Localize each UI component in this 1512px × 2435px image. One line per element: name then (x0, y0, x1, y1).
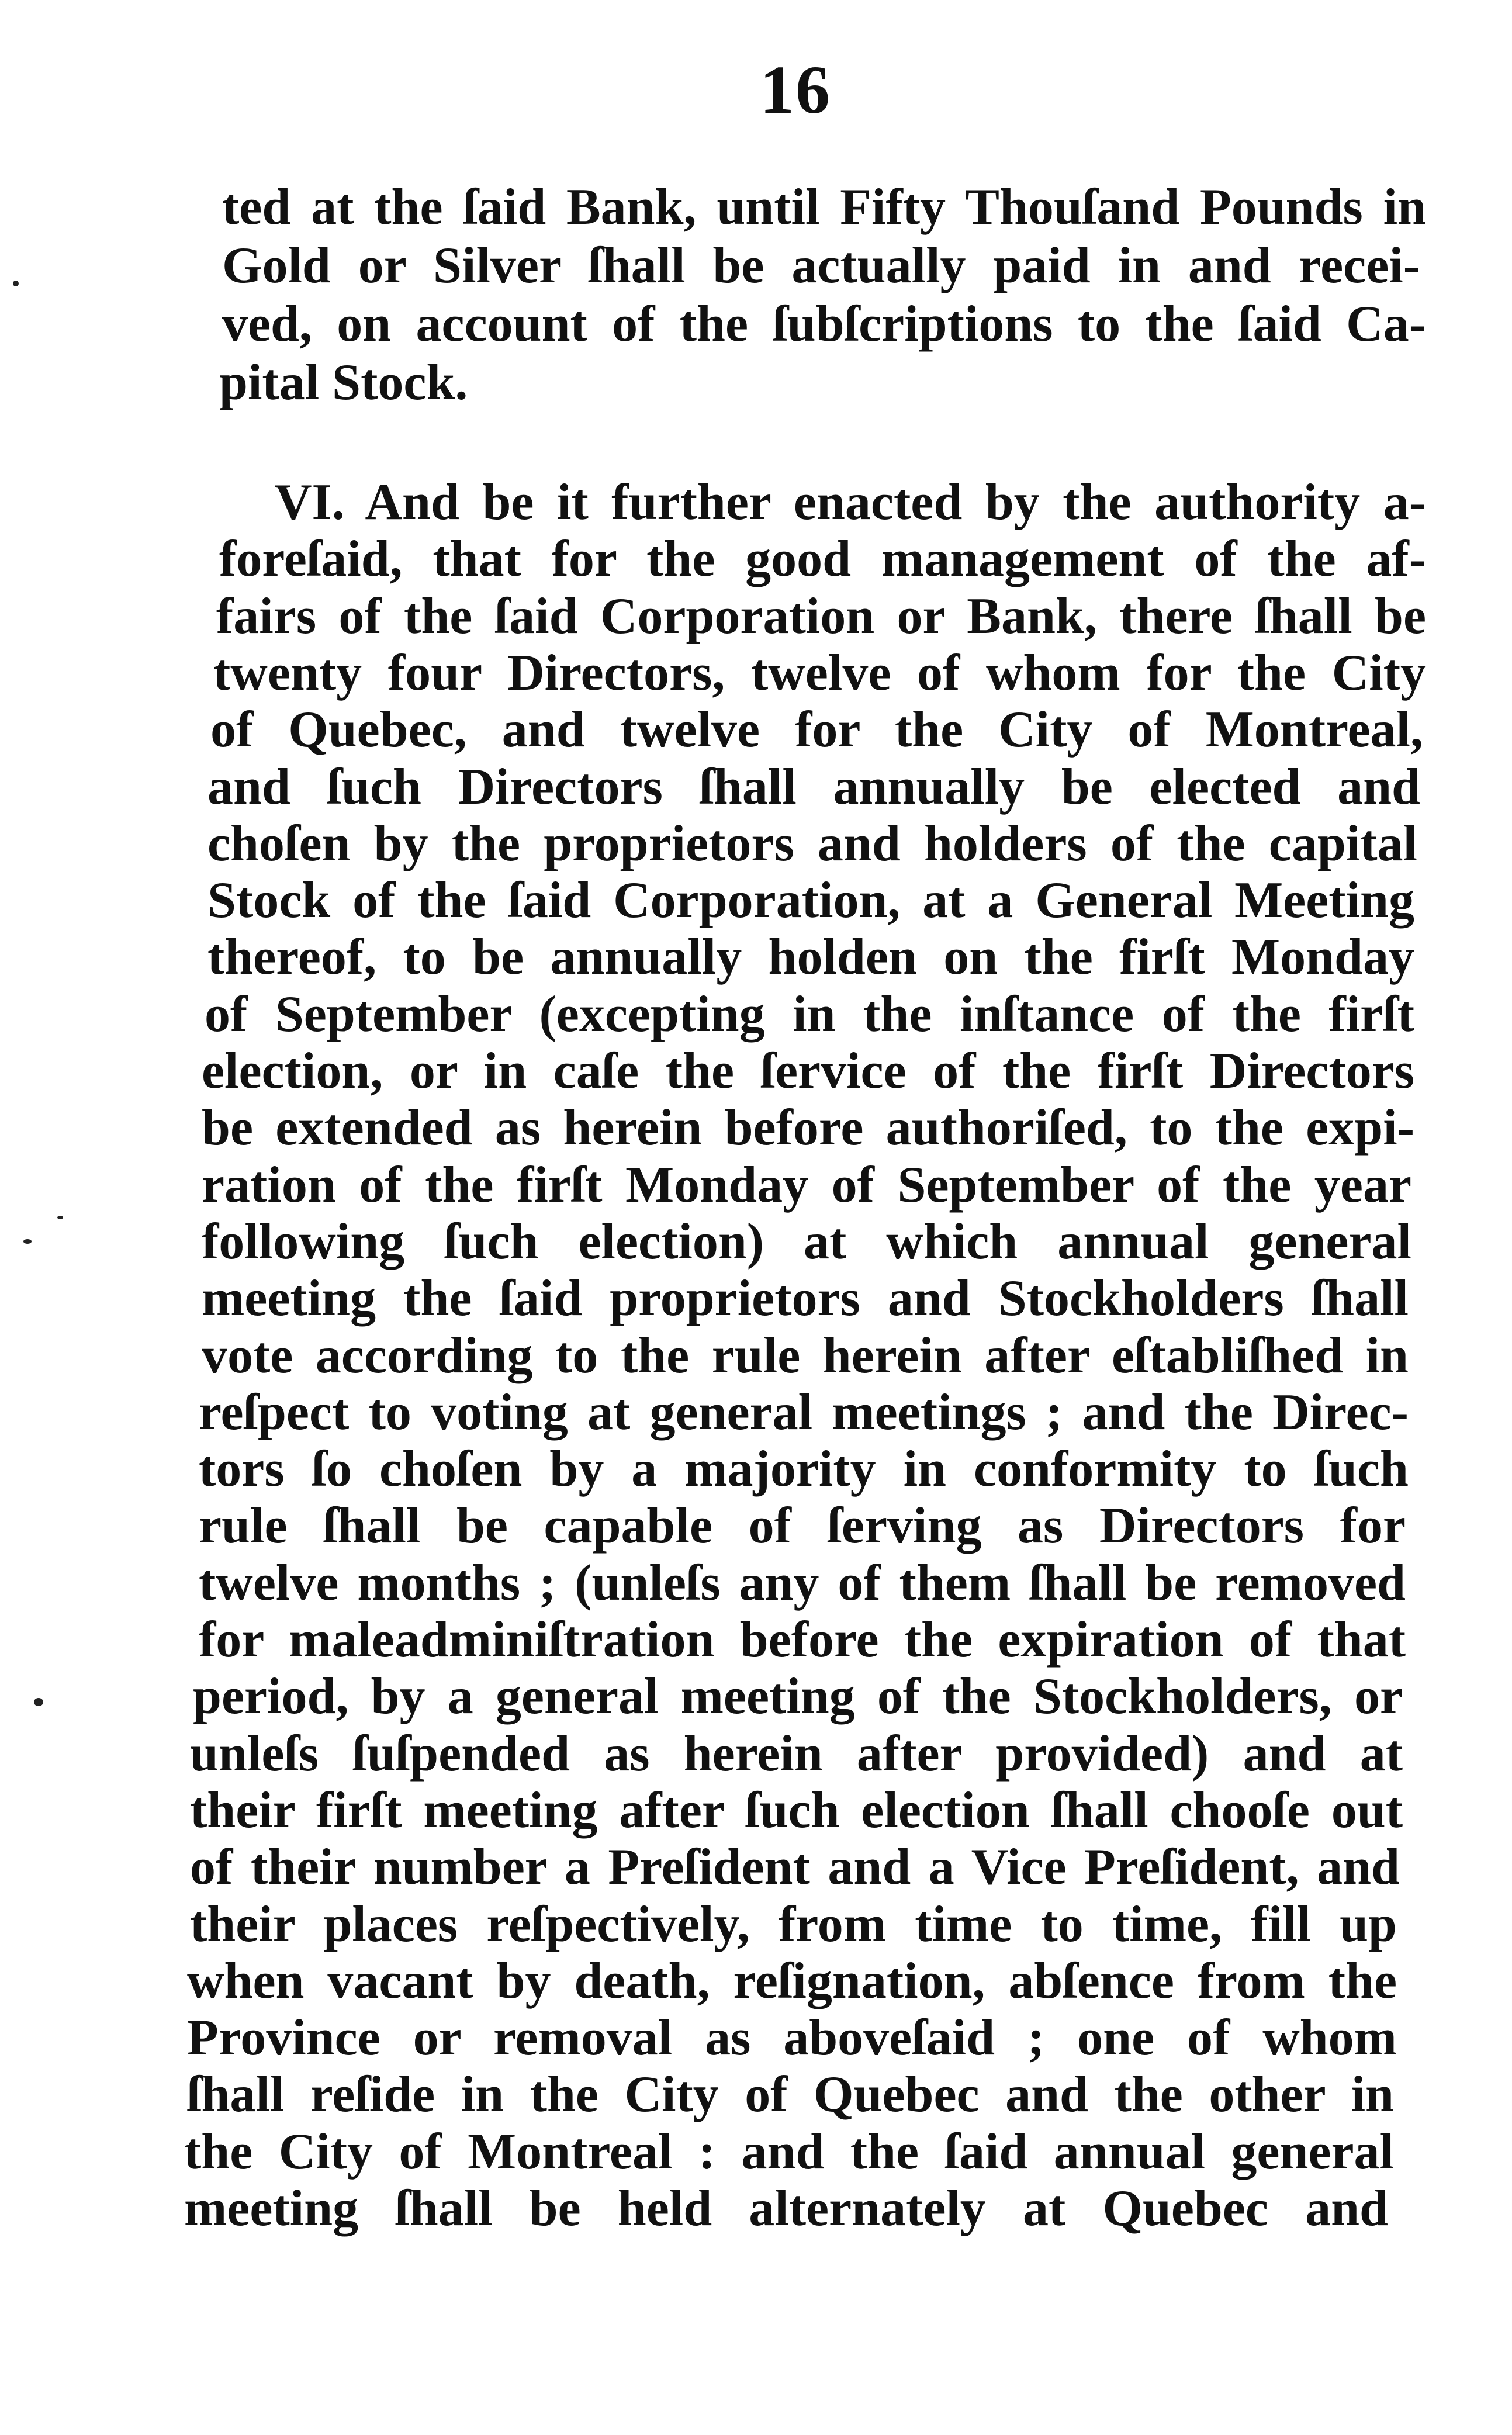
text-line: their firſt meeting after ſuch election ſhall chooſe out (190, 1782, 1403, 1839)
text-line: the City of Montreal : and the ſaid annual general (184, 2123, 1394, 2180)
text-line: be extended as herein before authoriſed, to the expi- (202, 1099, 1414, 1156)
text-line: ration of the firſt Monday of September of the year (202, 1157, 1411, 1213)
text-line: twelve months ; (unleſs any of them ſhall be removed (199, 1555, 1406, 1611)
text-line: meeting the ſaid proprietors and Stockholders ſhall (202, 1270, 1409, 1327)
text-line: Gold or Silver ſhall be actually paid in and recei- (222, 237, 1420, 294)
scan-speck (57, 1216, 63, 1219)
text-line: Stock of the ſaid Corporation, at a General Meeting (207, 872, 1414, 929)
text-line: VI. And be it further enacted by the authority a- (275, 474, 1426, 531)
text-line: and ſuch Directors ſhall annually be elected and (207, 759, 1420, 815)
text-line: ved, on account of the ſubſcriptions to the ſaid Ca- (222, 296, 1426, 352)
text-line: Province or removal as aboveſaid ; one of whom (187, 2009, 1397, 2066)
text-line: for maleadminiſtration before the expiration of that (199, 1611, 1406, 1668)
text-line: tors ſo choſen by a majority in conformity to ſuch (199, 1441, 1409, 1497)
text-line: of Quebec, and twelve for the City of Montreal, (210, 701, 1423, 758)
text-line: ſhall reſide in the City of Quebec and the other in (187, 2066, 1394, 2123)
scan-speck (34, 1698, 43, 1706)
text-line: of their number a Preſident and a Vice Preſident, and (190, 1839, 1400, 1896)
scan-speck (13, 281, 19, 286)
text-line: meeting ſhall be held alternately at Quebec and (184, 2180, 1388, 2237)
text-line: reſpect to voting at general meetings ; and the Direc- (199, 1384, 1409, 1441)
text-line: pital Stock. (219, 354, 468, 411)
text-line: following ſuch election) at which annual general (202, 1213, 1411, 1270)
text-line: foreſaid, that for the good management of the af- (219, 531, 1426, 587)
text-line: of September (excepting in the inſtance of the firſt (205, 986, 1414, 1043)
text-line: period, by a general meeting of the Stockholders, or (193, 1668, 1403, 1725)
text-line: when vacant by death, reſignation, abſence from the (187, 1953, 1397, 2009)
text-line: rule ſhall be capable of ſerving as Directors for (199, 1497, 1406, 1554)
text-line: thereof, to be annually holden on the firſt Monday (207, 929, 1414, 985)
text-line: election, or in caſe the ſervice of the firſt Directors (202, 1043, 1414, 1099)
text-line: fairs of the ſaid Corporation or Bank, there ſhall be (216, 588, 1426, 645)
text-line: twenty four Directors, twelve of whom for the City (213, 645, 1426, 701)
scan-speck (23, 1239, 32, 1244)
text-line: vote according to the rule herein after eſtabliſhed in (202, 1327, 1409, 1384)
page-number: 16 (760, 51, 831, 128)
text-line: ted at the ſaid Bank, until Fifty Thouſand Pounds in (222, 179, 1426, 236)
text-line: unleſs ſuſpended as herein after provided) and at (190, 1725, 1403, 1782)
text-line: their places reſpectively, from time to time, fill up (190, 1896, 1397, 1953)
text-line: choſen by the proprietors and holders of the capital (207, 815, 1417, 872)
